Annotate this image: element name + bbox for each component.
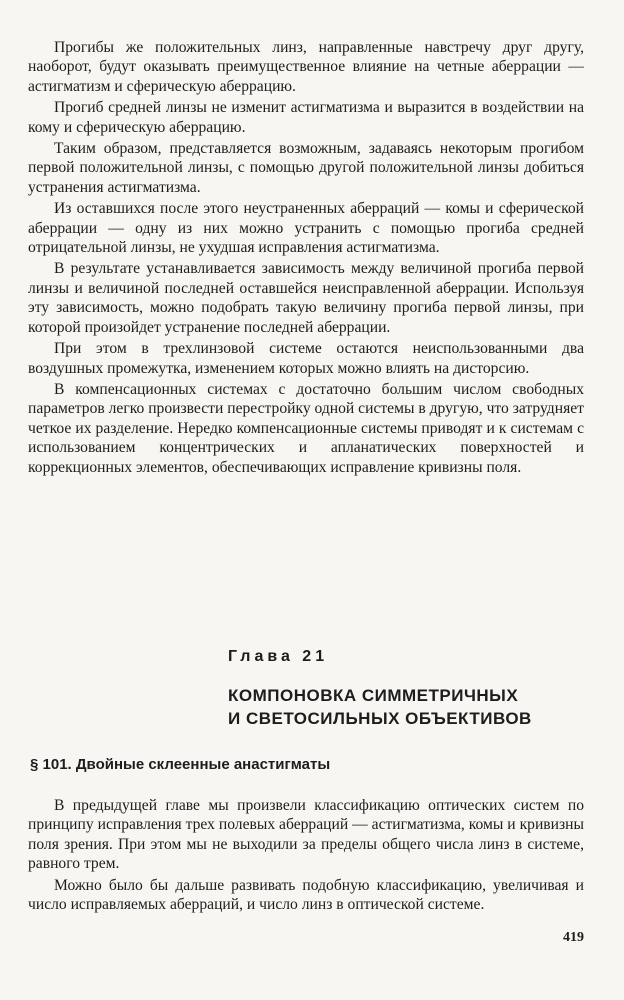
paragraph: При этом в трехлинзовой системе остаются неиспользованными два воздушных промежутка, изменением которых можно влиять на дисторсию. (28, 340, 584, 377)
chapter-title-line: КОМПОНОВКА СИММЕТРИЧНЫХ (228, 686, 519, 705)
chapter-title-line: И СВЕТОСИЛЬНЫХ ОБЪЕКТИВОВ (228, 709, 532, 728)
paragraph: В результате устанавливается зависимость между величиной прогиба первой линзы и величиной последней оставшейся неисправленной аберрации. Используя эту зависимость, можно подобрать такую величину прогиба первой линзы, при которой произойдет устранение последней аберрации. (28, 260, 584, 336)
paragraph: Можно было бы дальше развивать подобную классификацию, увеличивая и число исправляемых аберраций, и число линз в оптической системе. (28, 876, 584, 914)
paragraph: Из оставшихся после этого неустраненных аберраций — комы и сферической аберрации — одну из них можно устранить с помощью прогиба средней отрицательной линзы, не ухудшая исправления астигматизма. (28, 200, 584, 257)
paragraph: Прогиб средней линзы не изменит астигматизма и выразится в воздействии на кому и сферическую аберрацию. (28, 99, 584, 136)
paragraph: В компенсационных системах с достаточно большим числом свободных параметров легко произвести перестройку одной системы в другую, что затрудняет четкое их разделение. Нередко компенсационные системы приводят и к системам с использованием концентрических и апланатических поверхностей и коррекционных элементов, обеспечивающих исправление кривизны поля. (28, 380, 584, 476)
paragraph: Прогибы же положительных линз, направленные навстречу друг другу, наоборот, будут оказывать преимущественное влияние на четные аберрации — астигматизм и сферическую аберрацию. (28, 39, 584, 95)
chapter-label: Глава 21 (228, 648, 329, 665)
section-text (28, 796, 584, 916)
paragraph: В предыдущей главе мы произвели классификацию оптических систем по принципу исправления трех полевых аберраций — астигматизма, комы и кривизны поля зрения. При этом мы не выходили за пределы общего числа линз в системе, равного трем. (28, 797, 584, 873)
paragraph: Таким образом, представляется возможным, задаваясь некоторым прогибом первой положительной линзы, с помощью другой положительной линзы добиться устранения астигматизма. (28, 140, 584, 196)
body-text (28, 38, 584, 479)
section-heading: § 101. Двойные склеенные анастигматы (30, 756, 331, 773)
chapter-title (228, 684, 588, 730)
page-number: 419 (563, 930, 584, 945)
